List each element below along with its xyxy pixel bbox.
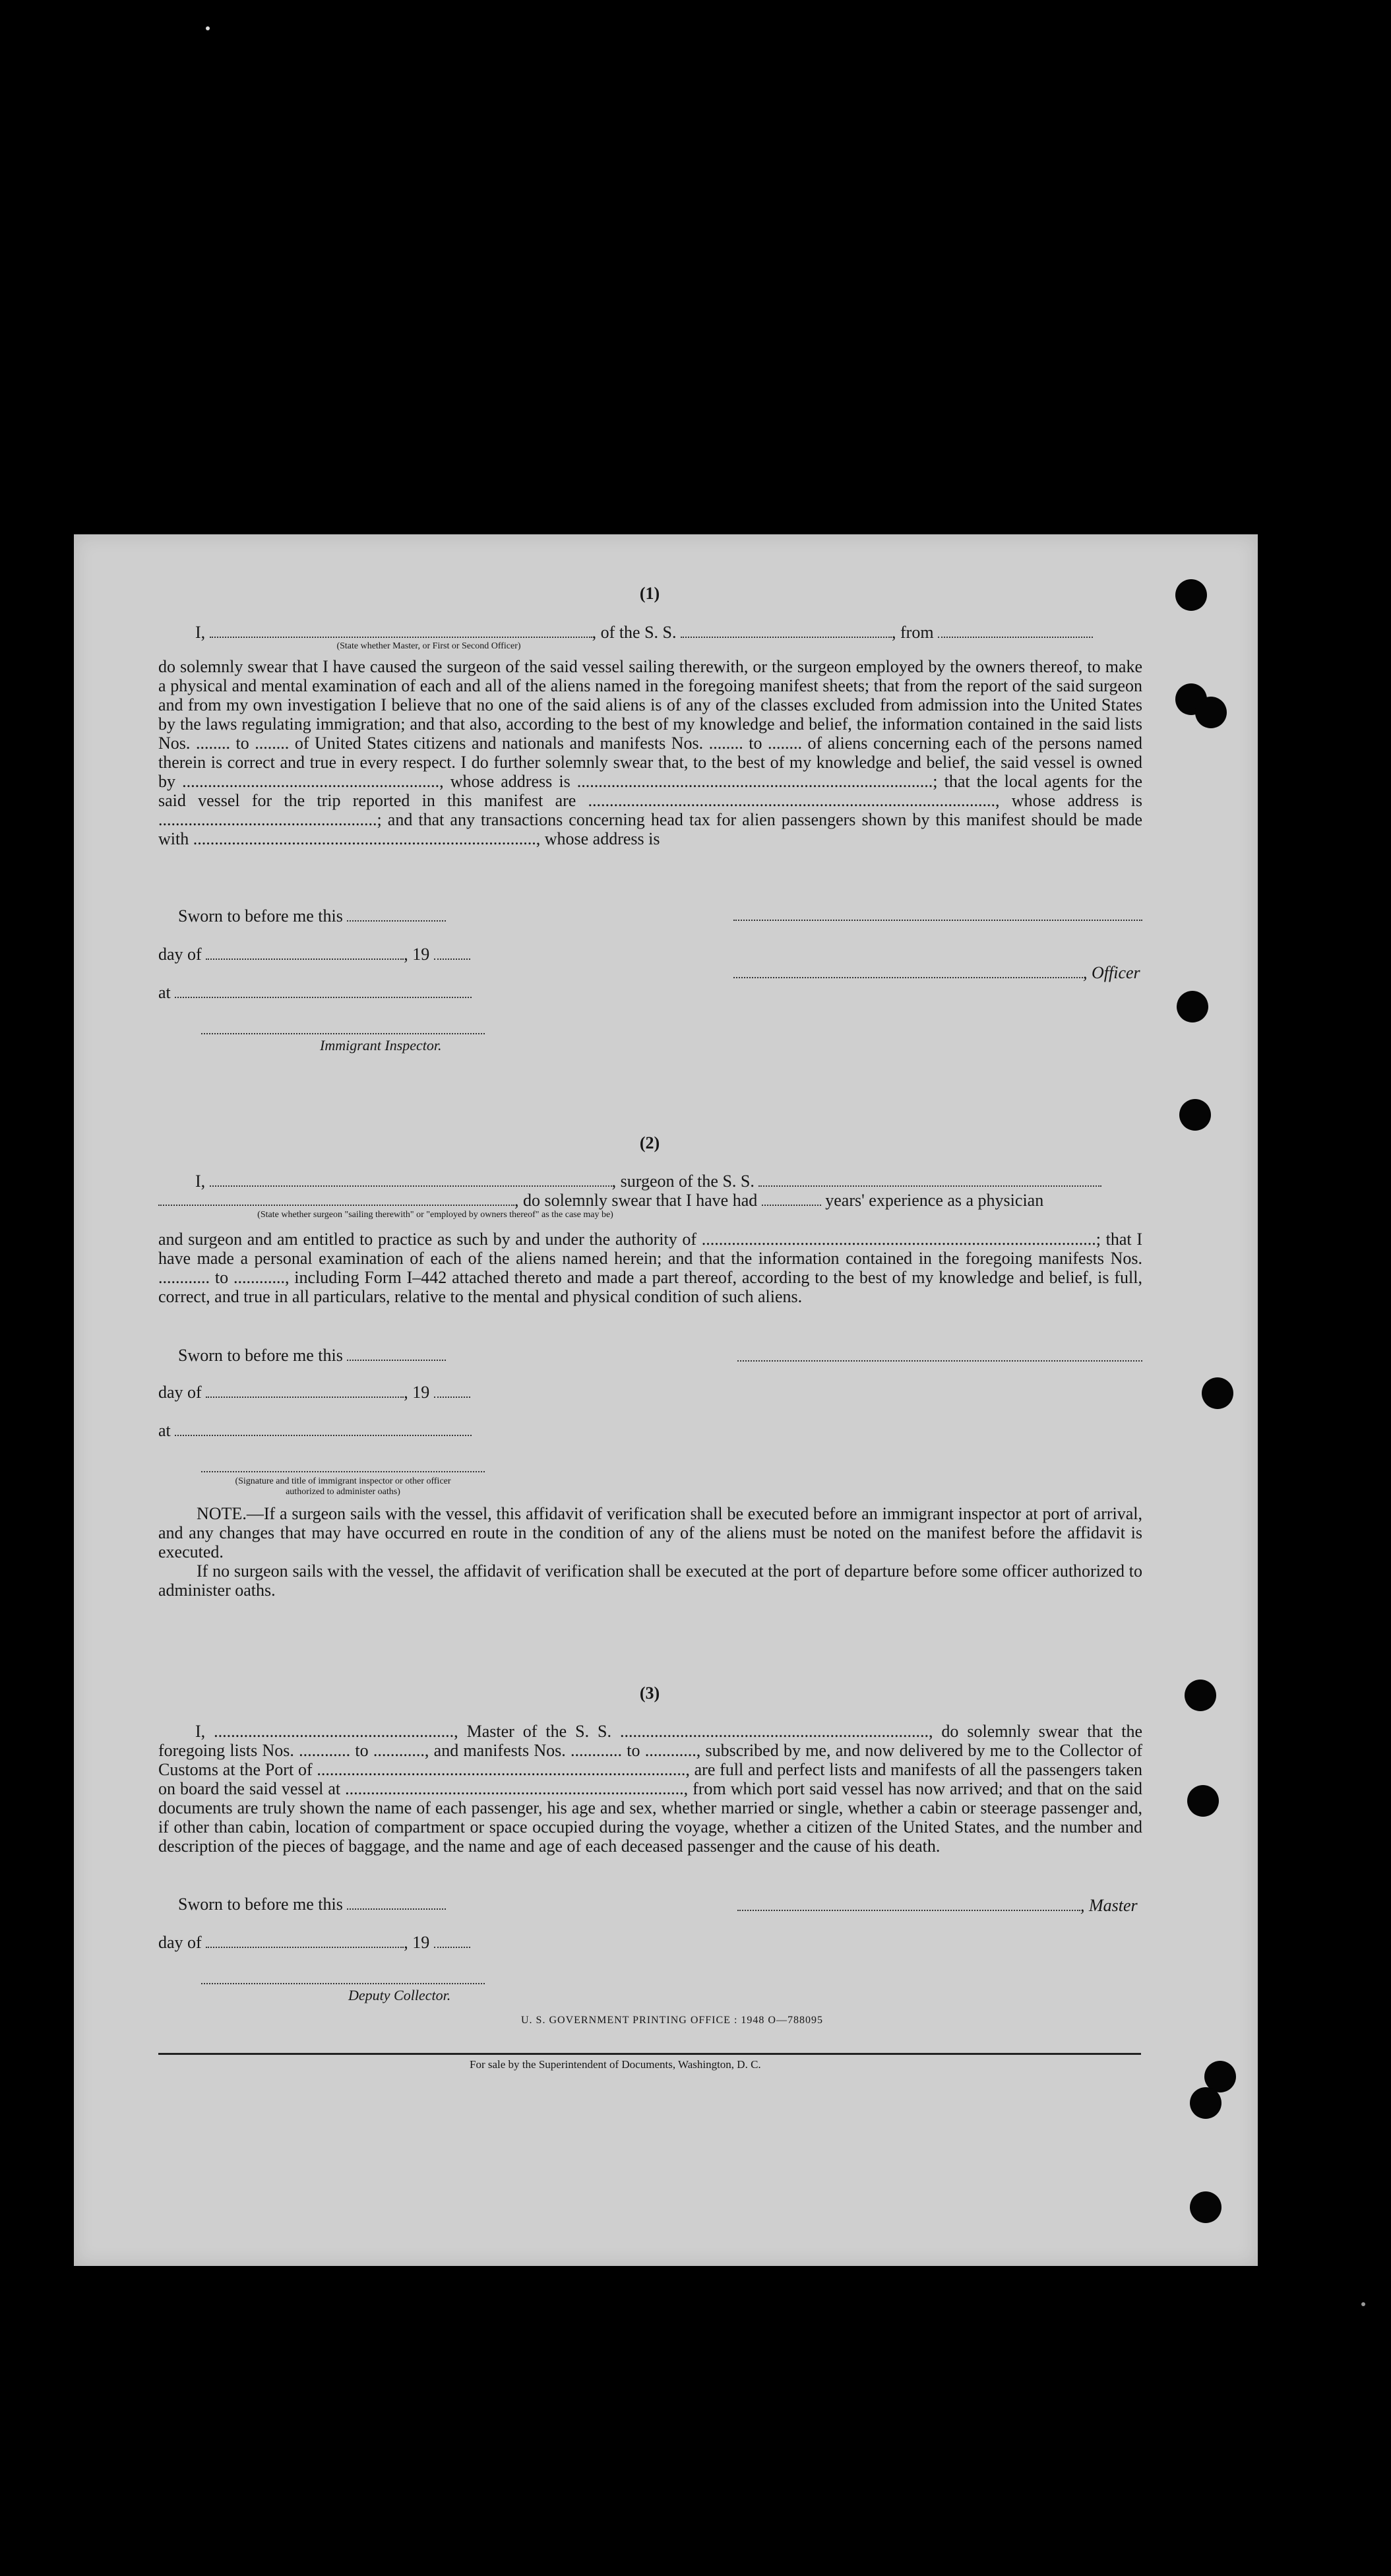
section-1-body: do solemnly swear that I have caused the surgeon of the said vessel sailing therewith, or the surgeon employed by the owners thereof, to make a physical and mental examination of each and all of the aliens named in the foregoing manifest sheets; that from the report of the said surgeon and from my own investigation I believe that no one of the said aliens is of any of the classes excluded from admission into the United States by the laws regulating immigration; and that also, according to the best of my knowledge and belief, the information contained in the said lists Nos. ........ to ........ of United States citizens and nationals and manifests Nos. ........ to ........ of aliens concerning each of the persons named therein is correct and true in every respect. I do further solemnly swear that, to the best of my knowledge and belief, the said vessel is owned by ............................................................, whose address is ...................................................................................; that the local agents for the said vessel for the trip reported in this manifest are ..............................................................................................., whose address is ...................................................; and that any transactions concerning head tax for alien passengers shown by this manifest should be made with ................................................................................, whose address is (158, 657, 1142, 848)
section-3-day-row (158, 1933, 470, 1953)
officer-signature-line[interactable] (733, 920, 1142, 921)
day-of-label: day of (158, 945, 202, 964)
vessel-name-field[interactable] (681, 625, 892, 638)
printing-office-line: U. S. GOVERNMENT PRINTING OFFICE : 1948 O—788095 (521, 2015, 823, 2026)
year-label: , 19 (404, 1383, 430, 1402)
day-of-label: day of (158, 1383, 202, 1402)
section-1-day-row (158, 945, 470, 964)
i-label: I, (195, 1172, 206, 1191)
day-of-field[interactable] (206, 1935, 404, 1948)
sworn-date-field[interactable] (347, 1897, 446, 1910)
oath-officer-label: (Signature and title of immigrant inspector or other officer authorized to administer oaths) (235, 1476, 451, 1497)
section-1-sworn-row (178, 906, 446, 926)
punch-hole (1195, 697, 1227, 728)
section-1-officer-row (733, 963, 1140, 983)
punch-hole (1202, 1377, 1233, 1409)
i-label: I, (195, 623, 206, 642)
punch-hole (1190, 2191, 1221, 2223)
paper-speck (206, 26, 210, 30)
day-of-label: day of (158, 1933, 202, 1952)
surgeon-signature-line[interactable] (737, 1360, 1142, 1362)
from-port-field[interactable] (938, 625, 1093, 638)
surgeon-vessel-field[interactable] (758, 1174, 1101, 1187)
section-3-body: I, ........................................................, Master of the S. S. ........................................................................, do solemnly swear that the foregoing lists Nos. ............ to ............, and manifests Nos. ............ to ............, subscribed by me, and now delivered by me to the Collector of Customs at the Port of ......................................................................................, are full and perfect lists and manifests of all the passengers taken on board the said vessel at ..............................................................................., from which port said vessel has now arrived; and that on the said documents are truly shown the name of each passenger, his age and sex, whether married or single, whether a cabin or steerage passenger and, if other than cabin, location of compartment or space occupied during the voyage, whether a citizen of the United States, and the number and description of the pieces of baggage, and the name and age of each deceased passenger and the cause of his death. (158, 1722, 1142, 1856)
master-label: , Master (1080, 1896, 1138, 1915)
section-2-line-2 (158, 1191, 1142, 1210)
section-2-sublabel: (State whether surgeon "sailing therewith" or "employed by owners thereof" as the case may be) (257, 1210, 613, 1220)
day-of-field[interactable] (206, 1385, 404, 1398)
master-signature-field[interactable] (737, 1898, 1080, 1911)
swear-label: , do solemnly swear that I have had (514, 1191, 758, 1210)
of-ss-label: , of the S. S. (592, 623, 677, 642)
officer-label: , Officer (1083, 963, 1140, 982)
surgeon-type-field[interactable] (158, 1193, 514, 1206)
sworn-label: Sworn to before me this (178, 1895, 343, 1914)
from-label: , from (892, 623, 934, 642)
punch-hole (1185, 1680, 1216, 1711)
sworn-date-field[interactable] (347, 908, 446, 922)
sworn-date-field[interactable] (347, 1348, 446, 1361)
collector-label: Deputy Collector. (348, 1987, 451, 2003)
section-2-note-2: If no surgeon sails with the vessel, the affidavit of verification shall be executed at the port of departure before some officer authorized to administer oaths. (158, 1561, 1142, 1600)
oath-officer-signature-line[interactable] (201, 1471, 485, 1472)
sworn-label: Sworn to before me this (178, 906, 343, 926)
section-2-sworn-row (178, 1346, 446, 1366)
at-label: at (158, 983, 171, 1002)
punch-hole (1177, 991, 1208, 1022)
year-field[interactable] (434, 1385, 470, 1398)
footer-divider (158, 2053, 1141, 2055)
years-field[interactable] (762, 1193, 821, 1206)
year-field[interactable] (434, 1935, 470, 1948)
surgeon-name-field[interactable] (210, 1174, 612, 1187)
section-3-master-row (737, 1896, 1138, 1916)
punch-hole (1175, 579, 1207, 611)
section-2-note: NOTE.—If a surgeon sails with the vessel, this affidavit of verification shall be executed before an immigrant inspector at port of arrival, and any changes that may have occurred en route in the condition of any of the aliens must be noted on the manifest before the affidavit is executed. (158, 1504, 1142, 1561)
section-1-sublabel: (State whether Master, or First or Second Officer) (336, 641, 521, 651)
section-2-number: (2) (639, 1133, 660, 1152)
section-2-at-row (158, 1421, 472, 1441)
year-label: , 19 (404, 1933, 430, 1952)
sworn-label: Sworn to before me this (178, 1346, 343, 1365)
officer-signature-field[interactable] (733, 965, 1083, 978)
surgeon-of-ss-label: , surgeon of the S. S. (611, 1172, 755, 1191)
section-1-at-row (158, 983, 472, 1003)
collector-signature-line[interactable] (201, 1983, 485, 1984)
punch-hole (1190, 2087, 1221, 2119)
officer-name-field[interactable] (210, 625, 592, 638)
section-1-line-1 (195, 623, 1145, 642)
sale-notice: For sale by the Superintendent of Documents, Washington, D. C. (470, 2058, 761, 2071)
punch-hole (1187, 1785, 1219, 1817)
year-label: , 19 (404, 945, 430, 964)
years-label: years' experience as a physician (825, 1191, 1044, 1210)
section-2-body: and surgeon and am entitled to practice as such by and under the authority of ............................................................................................; that I have made a personal examination of each of the aliens named herein; and that the information contained in the foregoing manifests Nos. ............ to ............, including Form I–442 attached thereto and made a part thereof, according to the best of my knowledge and belief, is full, correct, and true in all particulars, relative to the mental and physical condition of such aliens. (158, 1230, 1142, 1306)
at-field[interactable] (175, 985, 472, 998)
punch-hole (1179, 1099, 1211, 1131)
inspector-label: Immigrant Inspector. (320, 1037, 442, 1053)
section-2-line-1 (195, 1172, 1145, 1191)
section-3-number: (3) (639, 1683, 660, 1703)
section-3-sworn-row (178, 1895, 446, 1914)
at-field[interactable] (175, 1423, 472, 1436)
inspector-signature-line[interactable] (201, 1033, 485, 1034)
year-field[interactable] (434, 947, 470, 960)
paper-speck (1361, 2302, 1365, 2306)
section-1-number: (1) (639, 584, 660, 603)
day-of-field[interactable] (206, 947, 404, 960)
at-label: at (158, 1421, 171, 1440)
section-2-day-row (158, 1383, 470, 1402)
